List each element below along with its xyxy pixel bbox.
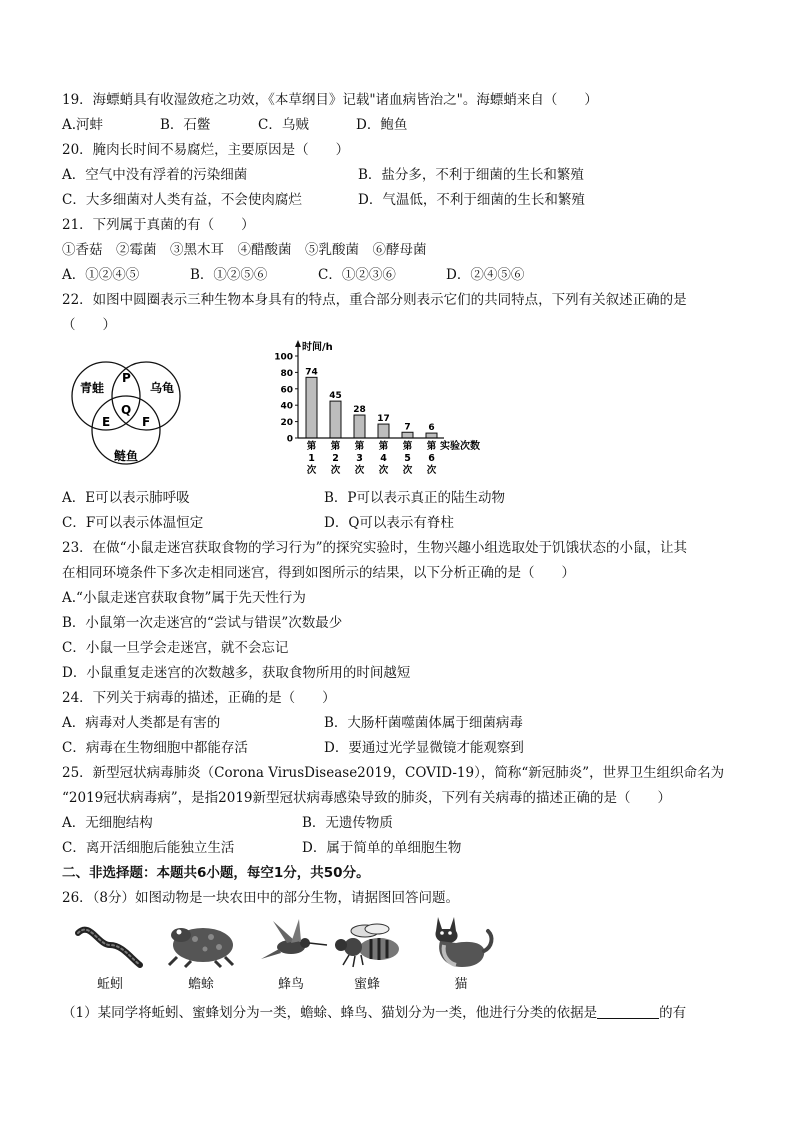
- y-axis-arrow: [295, 340, 301, 347]
- q25-option-c[interactable]: C．离开活细胞后能独立生活: [62, 840, 235, 856]
- q20-stem: 20．腌肉长时间不易腐烂，主要原因是（ ）: [62, 142, 350, 158]
- y-tick-label: 40: [280, 401, 293, 412]
- venn-label-fish: 鲢鱼: [114, 449, 139, 463]
- figure-row: [62, 338, 722, 486]
- q22-option-b[interactable]: B．P可以表示真正的陆生动物: [324, 490, 506, 506]
- y-tick-label: 100: [274, 352, 293, 363]
- q25-options-row1: [62, 811, 722, 836]
- q19-option-b[interactable]: B．石鳖: [160, 117, 211, 133]
- q26-sub1-tail: 的有: [659, 1005, 687, 1021]
- q19-option-d[interactable]: D．鲍鱼: [356, 117, 408, 133]
- bar-value-label-1: 74: [305, 367, 318, 378]
- x-tick-label-5: 第 5 次: [402, 441, 413, 476]
- venn-region-e: E: [102, 415, 111, 429]
- q25-stem-line1: 25．新型冠状病毒肺炎（Corona VirusDisease2019，COVID-19），简称“新冠肺炎”，世界卫生组织命名为: [62, 765, 725, 781]
- y-tick-label: 20: [280, 418, 293, 429]
- q21-option-b[interactable]: B．①②⑤⑥: [190, 267, 268, 283]
- q23-option-b[interactable]: B．小鼠第一次走迷宫的“尝试与错误”次数最少: [62, 615, 343, 631]
- q19-options: [62, 113, 722, 138]
- earthworm-icon: [74, 915, 146, 971]
- q23-option-a[interactable]: A.“小鼠走迷宫获取食物”属于先天性行为: [62, 590, 306, 606]
- animal-bee: [324, 915, 410, 992]
- y-tick-label: 60: [280, 385, 293, 396]
- bar-2: [330, 401, 341, 438]
- y-axis-label: 时间/h: [302, 342, 333, 353]
- section2-heading: 二、非选择题：本题共6小题，每空1分，共50分。: [62, 865, 370, 881]
- q19-option-a[interactable]: A.河蚌: [62, 117, 104, 133]
- q22-stem-line1: 22．如图中圆圈表示三种生物本身具有的特点，重合部分则表示它们的共同特点，下列有关叙述正确的是: [62, 292, 687, 308]
- q21-stem: 21．下列属于真菌的有（ ）: [62, 217, 255, 233]
- q24-option-a[interactable]: A．病毒对人类都是有害的: [62, 715, 221, 731]
- x-tick-label-2: 第 2 次: [330, 441, 341, 476]
- q26-sub1: [62, 1001, 722, 1026]
- animal-cat: [418, 911, 504, 992]
- q24-stem: 24．下列关于病毒的描述，正确的是（ ）: [62, 690, 336, 706]
- q22-stem-line2: （ ）: [62, 317, 116, 333]
- venn-label-turtle: 乌龟: [150, 381, 175, 395]
- x-tick-label-6: 第 6 次: [426, 441, 437, 476]
- q21-option-c[interactable]: C．①②③⑥: [318, 267, 396, 283]
- q21-options: [62, 263, 722, 288]
- y-tick-label: 80: [280, 368, 293, 379]
- q22-option-c[interactable]: C．F可以表示体温恒定: [62, 515, 204, 531]
- bee-icon: [327, 915, 407, 971]
- q20-options-row1: [62, 163, 722, 188]
- q25-option-d[interactable]: D．属于简单的单细胞生物: [302, 840, 462, 856]
- q21-items: ①香菇 ②霉菌 ③黑木耳 ④醋酸菌 ⑤乳酸菌 ⑥酵母菌: [62, 242, 427, 258]
- q24-options-row2: [62, 736, 722, 761]
- q20-option-c[interactable]: C．大多细菌对人类有益，不会使肉腐烂: [62, 192, 302, 208]
- q23-option-c[interactable]: C．小鼠一旦学会走迷宫，就不会忘记: [62, 640, 289, 656]
- q22-option-d[interactable]: D．Q可以表示有脊柱: [324, 515, 454, 531]
- cat-icon: [426, 911, 496, 971]
- q21-option-a[interactable]: A．①②④⑤: [62, 267, 140, 283]
- bars-group: [305, 367, 437, 476]
- maze-time-bar-chart: [272, 338, 492, 486]
- q23-option-d[interactable]: D．小鼠重复走迷宫的次数越多，获取食物所用的时间越短: [62, 665, 411, 681]
- q25-option-a[interactable]: A．无细胞结构: [62, 815, 153, 831]
- animal-earthworm: [70, 915, 150, 992]
- q24-option-d[interactable]: D．要通过光学显微镜才能观察到: [324, 740, 524, 756]
- y-tick-label: 0: [286, 434, 293, 445]
- q22-options-row1: [62, 486, 722, 511]
- x-tick-label-3: 第 3 次: [354, 441, 365, 476]
- animal-label-earthworm: 蚯蚓: [96, 977, 123, 992]
- q20-option-d[interactable]: D．气温低，不利于细菌的生长和繁殖: [358, 192, 585, 208]
- q20-options-row2: [62, 188, 722, 213]
- animal-toad: [158, 915, 244, 992]
- q24-option-c[interactable]: C．病毒在生物细胞中都能存活: [62, 740, 248, 756]
- animal-label-bee: 蜜蜂: [353, 977, 380, 992]
- animal-label-toad: 蟾蜍: [187, 977, 214, 992]
- bar-value-label-4: 17: [377, 414, 390, 425]
- bar-value-label-6: 6: [428, 423, 435, 434]
- q26-sub1-text: （1）某同学将蚯蚓、蜜蜂划分为一类，蟾蜍、蜂鸟、猫划分为一类，他进行分类的依据是: [62, 1005, 598, 1021]
- bar-value-label-3: 28: [353, 405, 366, 416]
- exam-page: [62, 88, 725, 1026]
- q20-option-a[interactable]: A．空气中没有浮着的污染细菌: [62, 167, 248, 183]
- venn-region-f: F: [142, 415, 151, 429]
- q24-options-row1: [62, 711, 722, 736]
- q26-stem: 26．（8分）如图动物是一块农田中的部分生物，请据图回答问题。: [62, 890, 460, 906]
- x-axis-label: 实验次数: [440, 441, 480, 452]
- q20-option-b[interactable]: B．盐分多，不利于细菌的生长和繁殖: [358, 167, 584, 183]
- venn-region-p: P: [122, 371, 131, 385]
- q25-options-row2: [62, 836, 722, 861]
- bar-3: [354, 415, 365, 438]
- q25-option-b[interactable]: B．无遗传物质: [302, 815, 393, 831]
- x-tick-label-4: 第 4 次: [378, 441, 389, 476]
- venn-region-q: Q: [121, 403, 132, 417]
- x-tick-label-1: 第 1 次: [306, 441, 317, 476]
- q19-stem: 19．海螵蛸具有收湿敛疮之功效，《本草纲目》记载"诸血病皆治之"。海螵蛸来自（ ）: [62, 92, 598, 108]
- venn-label-frog: 青蛙: [80, 381, 105, 395]
- q23-stem-line2: 在相同环境条件下多次走相同迷宫，得到如图所示的结果，以下分析正确的是（ ）: [62, 565, 575, 581]
- animal-label-hummingbird: 蜂鸟: [277, 977, 304, 992]
- animal-images: [62, 911, 722, 1001]
- bar-value-label-2: 45: [329, 391, 342, 402]
- q22-option-a[interactable]: A．E可以表示肺呼吸: [62, 490, 190, 506]
- bar-4: [378, 424, 389, 438]
- bar-5: [402, 432, 413, 438]
- q21-option-d[interactable]: D．②④⑤⑥: [446, 267, 525, 283]
- q19-option-c[interactable]: C．乌贼: [258, 117, 309, 133]
- animal-label-cat: 猫: [454, 977, 468, 992]
- venn-diagram: [66, 356, 186, 471]
- bar-1: [306, 377, 317, 438]
- animal-hummingbird: [248, 915, 334, 992]
- q22-options-row2: [62, 511, 722, 536]
- q26-sub1-blank[interactable]: [597, 1004, 659, 1019]
- q25-stem-line2: “2019冠状病毒病”，是指2019新型冠状病毒感染导致的肺炎，下列有关病毒的描述正确的是（ ）: [62, 790, 672, 806]
- hummingbird-icon: [251, 915, 331, 971]
- bar-value-label-5: 7: [404, 422, 411, 433]
- toad-icon: [161, 915, 241, 971]
- q24-option-b[interactable]: B．大肠杆菌噬菌体属于细菌病毒: [324, 715, 523, 731]
- q23-stem-line1: 23．在做“小鼠走迷宫获取食物的学习行为”的探究实验时，生物兴趣小组选取处于饥饿状态的小鼠，让其: [62, 540, 687, 556]
- bar-6: [426, 433, 437, 438]
